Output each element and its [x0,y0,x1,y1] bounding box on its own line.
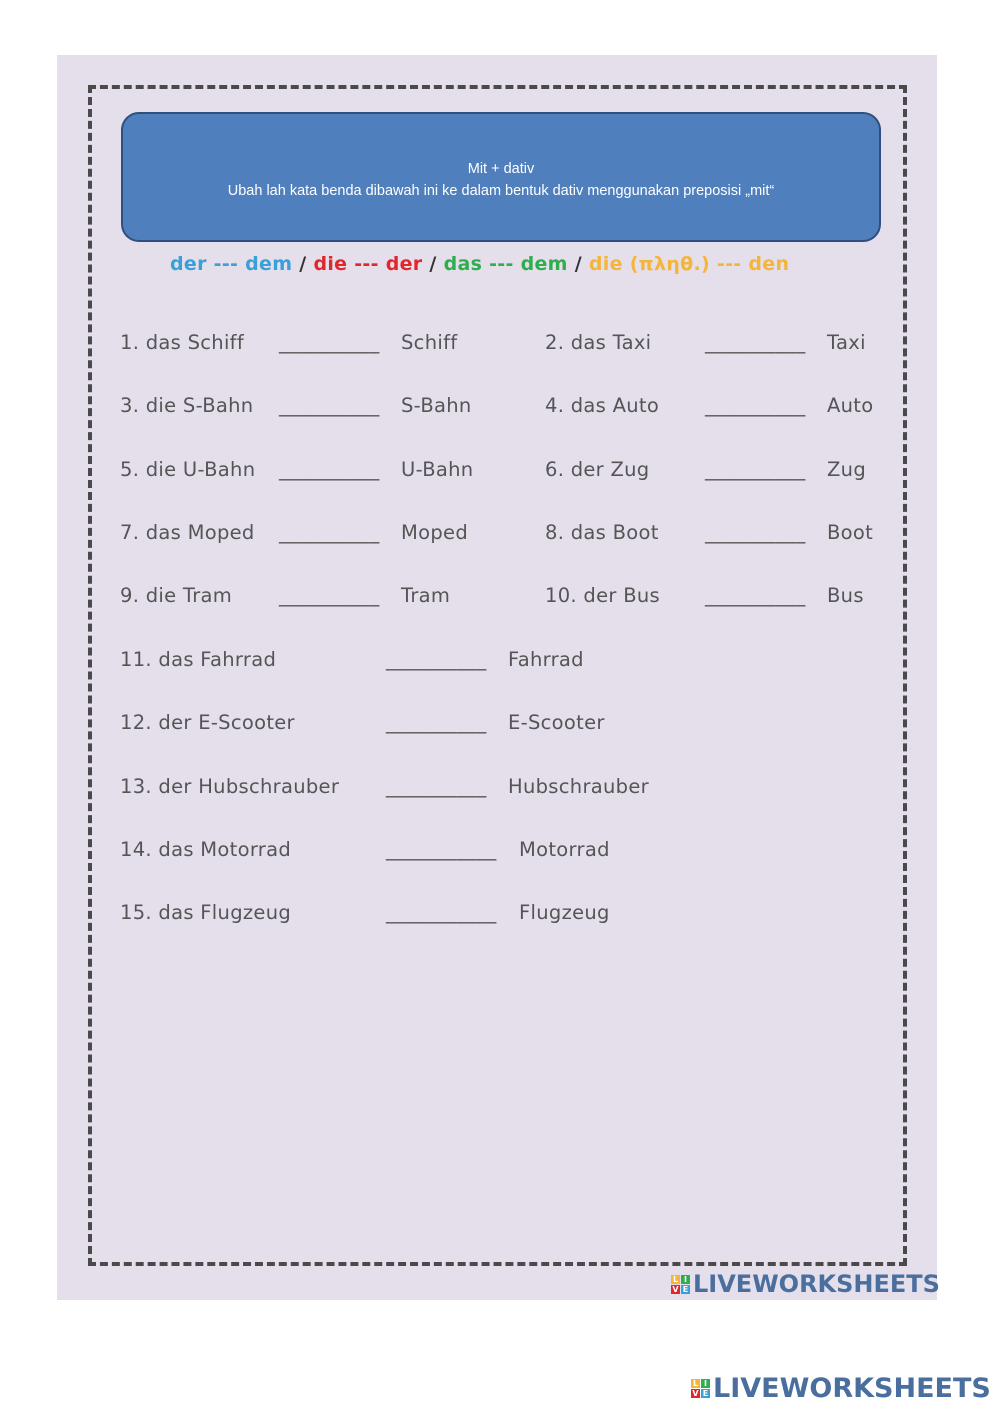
exercise-word: 12. der E-Scooter [120,711,295,734]
answer-blank[interactable]: __________ [705,458,806,481]
exercise-word: 10. der Bus [545,584,660,607]
exercise-word: 6. der Zug [545,458,650,481]
badge-letter: V [692,1389,699,1398]
exercise-word: 14. das Motorrad [120,838,292,861]
legend-feminine: die --- der [313,253,423,275]
answer-blank[interactable]: __________ [705,331,806,354]
answer-blank[interactable]: __________ [386,648,487,671]
exercise-noun: Taxi [827,331,866,354]
answer-blank[interactable]: __________ [386,711,487,734]
exercise-word: 5. die U-Bahn [120,458,256,481]
worksheet-title: Mit + dativ [467,161,535,177]
exercise-noun: S-Bahn [401,394,472,417]
exercise-noun: Schiff [401,331,458,354]
instruction-box [121,112,881,242]
badge-letter: L [692,1379,699,1388]
legend-neuter: das --- dem [443,253,568,275]
answer-blank[interactable]: __________ [279,521,380,544]
legend-separator: / [299,253,307,275]
exercise-noun: Boot [827,521,874,544]
exercise-word: 2. das Taxi [545,331,652,354]
answer-blank[interactable]: ___________ [386,838,497,861]
badge-letter: I [701,1379,710,1388]
exercise-noun: Bus [827,584,864,607]
exercise-noun: Zug [827,458,866,481]
answer-blank[interactable]: __________ [705,521,806,544]
answer-blank[interactable]: __________ [705,584,806,607]
liveworksheets-logo-footer [691,1373,991,1404]
exercise-word: 11. das Fahrrad [120,648,277,671]
legend-separator: / [574,253,582,275]
exercise-word: 4. das Auto [545,394,660,417]
worksheet-page [57,55,940,1300]
exercise-noun: Hubschrauber [508,775,649,798]
badge-letter: E [682,1284,689,1294]
exercise-word: 9. die Tram [120,584,233,607]
answer-blank[interactable]: __________ [279,331,380,354]
exercise-word: 1. das Schiff [120,331,244,354]
answer-blank[interactable]: __________ [386,775,487,798]
exercise-noun: Fahrrad [508,648,584,671]
badge-letter: I [681,1275,690,1284]
exercise-word: 7. das Moped [120,521,255,544]
worksheet-instruction: Ubah lah kata benda dibawah ini ke dalam bentuk dativ menggunakan preposisi „mit“ [227,183,775,199]
answer-blank[interactable]: __________ [279,394,380,417]
exercise-noun: Motorrad [519,838,610,861]
logo-badge-icon [671,1275,690,1294]
legend-separator: / [429,253,437,275]
exercise-noun: Auto [827,394,874,417]
logo-badge-icon [691,1379,710,1398]
exercise-noun: Tram [401,584,451,607]
logo-text: LIVEWORKSHEETS [693,1270,940,1298]
exercise-noun: U-Bahn [401,458,474,481]
logo-text: LIVEWORKSHEETS [713,1373,991,1404]
exercise-noun: Flugzeug [519,901,610,924]
answer-blank[interactable]: __________ [705,394,806,417]
legend-masculine: der --- dem [170,253,293,275]
badge-letter: E [702,1389,709,1398]
exercise-word: 15. das Flugzeug [120,901,292,924]
article-legend [170,253,850,275]
exercise-word: 8. das Boot [545,521,659,544]
answer-blank[interactable]: __________ [279,584,380,607]
badge-letter: V [672,1284,679,1294]
exercise-noun: Moped [401,521,469,544]
answer-blank[interactable]: __________ [279,458,380,481]
answer-blank[interactable]: ___________ [386,901,497,924]
legend-plural: die (πληθ.) --- den [588,253,790,275]
exercise-word: 3. die S-Bahn [120,394,254,417]
exercise-word: 13. der Hubschrauber [120,775,340,798]
exercise-noun: E-Scooter [508,711,605,734]
liveworksheets-logo [671,1270,940,1298]
badge-letter: L [672,1274,679,1284]
